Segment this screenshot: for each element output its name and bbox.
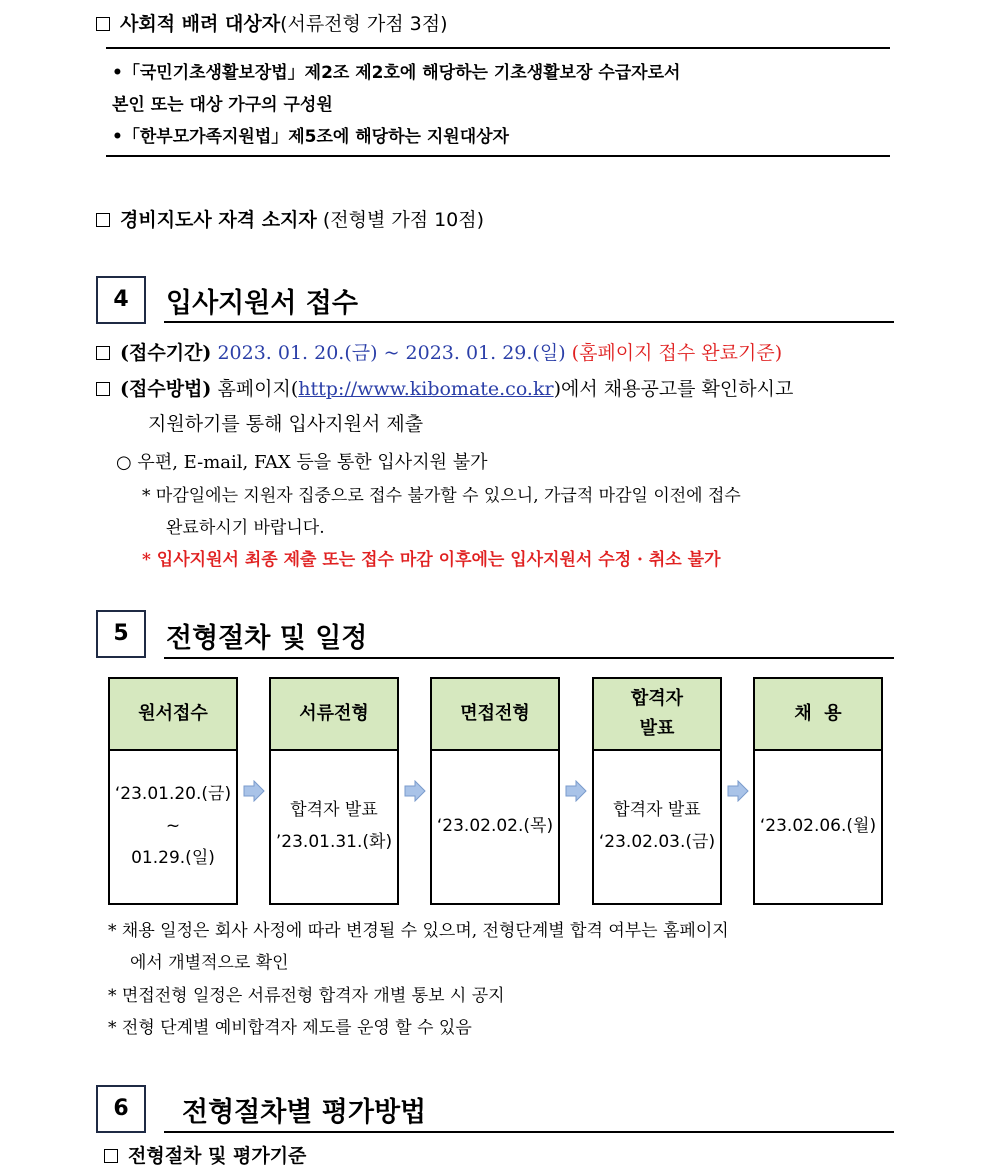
step-box-2	[269, 677, 399, 905]
checkbox-square-icon	[104, 1149, 118, 1163]
step-header	[271, 679, 397, 751]
guard-heading	[96, 205, 484, 232]
step-title: 채 용	[794, 703, 842, 724]
edit-restriction-note: * 입사지원서 최종 제출 또는 접수 마감 이후에는 입사지원서 수정 · 취소 불가	[142, 550, 721, 570]
step-box-4	[592, 677, 722, 905]
section-4-underline	[164, 321, 894, 323]
homepage-link[interactable]: http://www.kibomate.co.kr	[298, 378, 554, 400]
step-detail: ~	[165, 816, 181, 836]
schedule-note-1-line-1: * 채용 일정은 회사 사정에 따라 변경될 수 있으며, 전형단계별 합격 여부는 홈페이지	[108, 921, 729, 941]
step-detail: ’23.01.31.(화)	[275, 832, 393, 852]
step-body	[110, 749, 236, 903]
step-body	[755, 749, 881, 903]
social-item-1-line-1: •「국민기초생활보장법」제2조 제2호에 해당하는 기초생활보장 수급자로서	[112, 63, 681, 83]
step-title: 서류전형	[299, 703, 369, 724]
guard-title-note: (전형별 가점 10점)	[316, 209, 485, 231]
checkbox-square-icon	[96, 17, 110, 31]
step-detail: ‘23.01.20.(금)	[114, 784, 232, 804]
step-detail: 합격자 발표	[613, 800, 701, 820]
step-body	[271, 749, 397, 903]
deadline-note-line-2: 완료하시기 바랍니다.	[166, 518, 325, 538]
divider-bottom	[106, 155, 890, 157]
step-header	[755, 679, 881, 751]
deadline-note-line-1: * 마감일에는 지원자 집중으로 접수 불가할 수 있으니, 가급적 마감일 이전에 접수	[142, 486, 741, 506]
social-item-2: •「한부모가족지원법」제5조에 해당하는 지원대상자	[112, 127, 509, 147]
application-restriction: ○ 우편, E-mail, FAX 등을 통한 입사지원 불가	[116, 452, 488, 473]
step-title: 면접전형	[460, 703, 530, 724]
checkbox-square-icon	[96, 213, 110, 227]
schedule-note-3: * 전형 단계별 예비합격자 제도를 운영 할 수 있음	[108, 1018, 472, 1038]
step-box-5	[753, 677, 883, 905]
step-title-line-2: 발표	[639, 718, 675, 739]
section-6-number: 6	[96, 1085, 146, 1133]
social-heading	[96, 9, 448, 36]
application-method: (접수방법) 홈페이지(http://www.kibomate.co.kr)에서 채용공고를 확인하시고	[96, 374, 793, 401]
step-detail: 01.29.(일)	[131, 848, 215, 868]
application-period: (접수기간) 2023. 01. 20.(금) ~ 2023. 01. 29.(일) (홈페이지 접수 완료기준)	[96, 338, 782, 365]
checkbox-square-icon	[96, 382, 110, 396]
arrow-right-icon	[727, 780, 749, 802]
schedule-note-1-line-2: 에서 개별적으로 확인	[130, 953, 289, 973]
section-5-underline	[164, 657, 894, 659]
step-body	[432, 749, 558, 903]
step-header	[594, 679, 720, 751]
step-box-1	[108, 677, 238, 905]
step-detail: 합격자 발표	[290, 800, 378, 820]
step-title: 합격자	[630, 688, 684, 709]
checkbox-square-icon	[96, 346, 110, 360]
step-title: 원서접수	[138, 703, 208, 724]
guard-title: 경비지도사 자격 소지자	[120, 209, 317, 231]
section-6-title: 전형절차별 평가방법	[182, 1097, 427, 1128]
step-detail: ‘23.02.06.(월)	[759, 816, 877, 836]
section-6-underline	[164, 1131, 894, 1133]
arrow-right-icon	[243, 780, 265, 802]
step-box-3	[430, 677, 560, 905]
evaluation-criteria-heading: 전형절차 및 평가기준	[104, 1141, 306, 1168]
section-4-title: 입사지원서 접수	[166, 288, 358, 319]
step-header	[110, 679, 236, 751]
social-title-note: (서류전형 가점 3점)	[280, 13, 448, 35]
step-header	[432, 679, 558, 751]
schedule-note-2: * 면접전형 일정은 서류전형 합격자 개별 통보 시 공지	[108, 986, 505, 1006]
section-4-number: 4	[96, 276, 146, 324]
application-method-line-2: 지원하기를 통해 입사지원서 제출	[148, 413, 424, 435]
divider-top	[106, 47, 890, 49]
arrow-right-icon	[565, 780, 587, 802]
step-detail: ‘23.02.03.(금)	[598, 832, 716, 852]
social-item-1-line-2: 본인 또는 대상 가구의 구성원	[112, 95, 333, 115]
social-title: 사회적 배려 대상자	[120, 13, 281, 35]
step-body	[594, 749, 720, 903]
section-5-number: 5	[96, 610, 146, 658]
section-5-title: 전형절차 및 일정	[166, 623, 368, 654]
step-detail: ‘23.02.02.(목)	[436, 816, 554, 836]
arrow-right-icon	[404, 780, 426, 802]
